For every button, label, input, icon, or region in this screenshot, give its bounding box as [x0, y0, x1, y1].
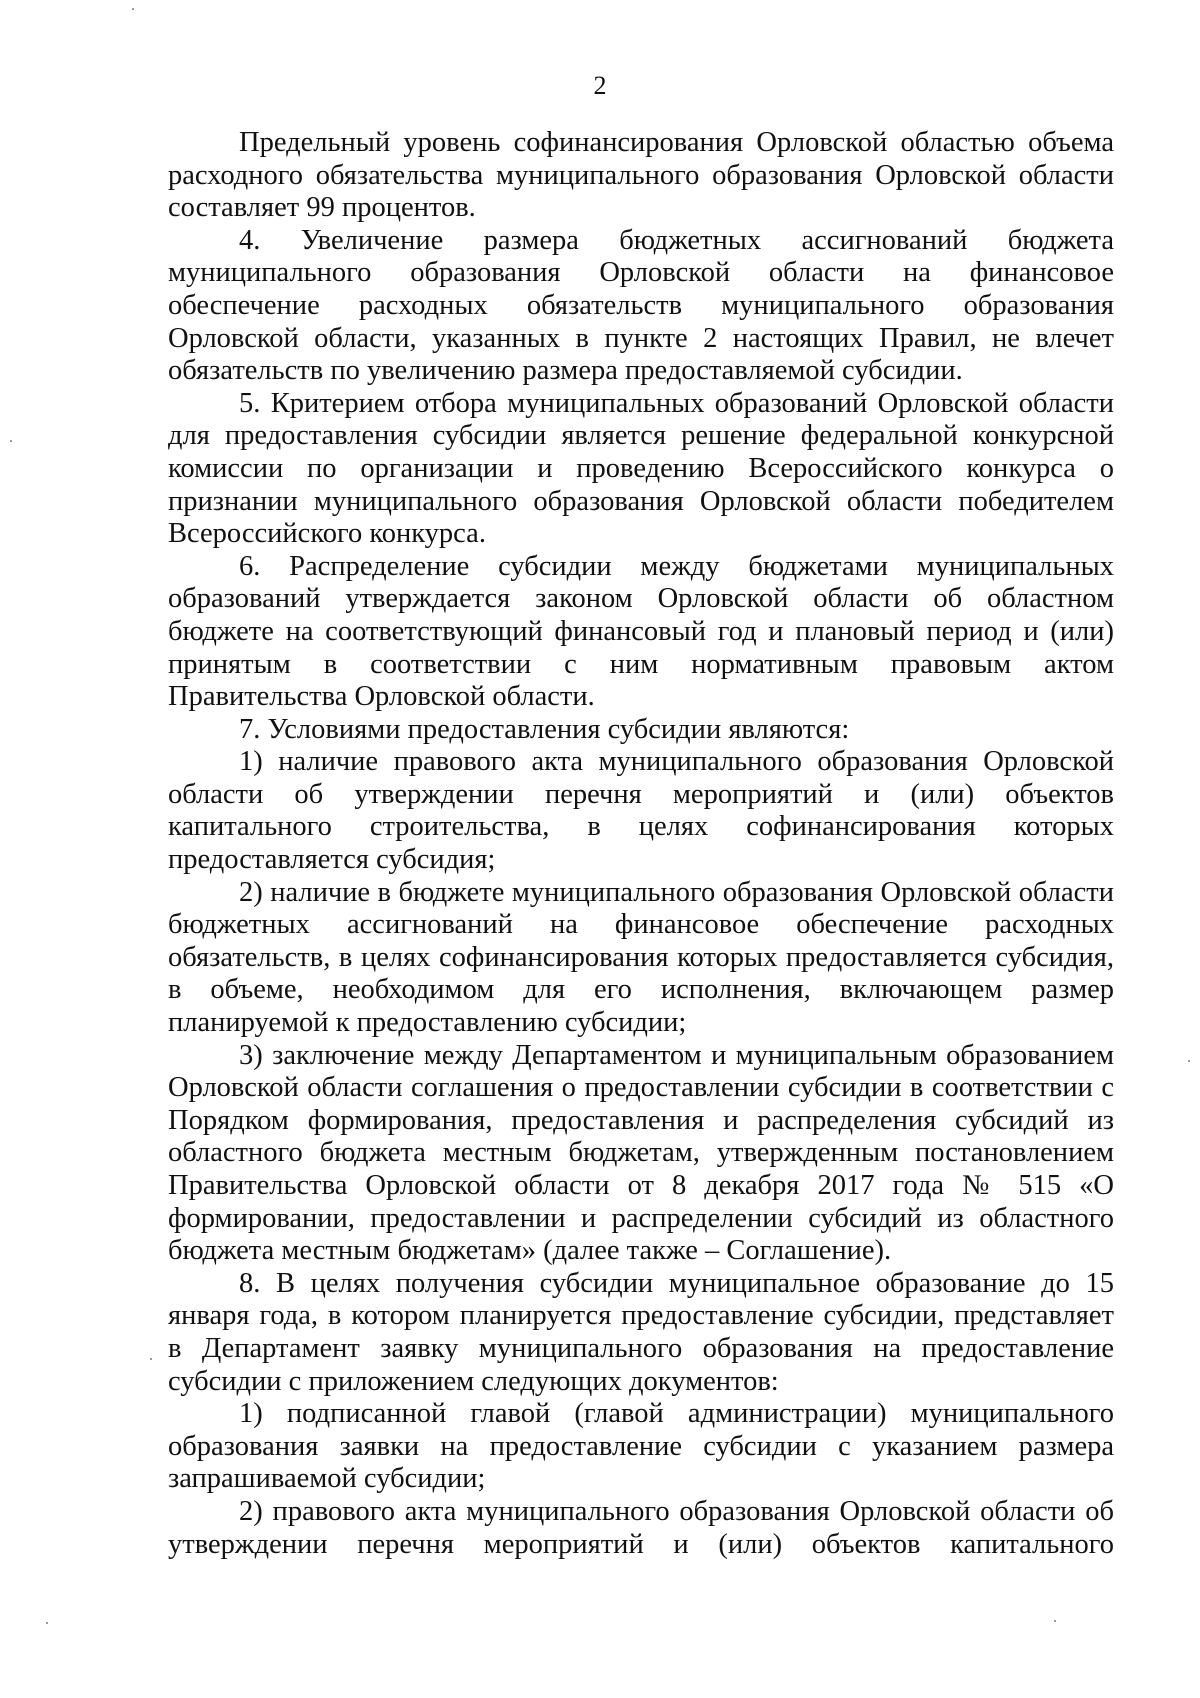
scan-speck	[46, 1622, 48, 1624]
paragraph-item-7-2: 2) наличие в бюджете муниципального образования Орловской области бюджетных ассигнований на финансовое обеспечение расходных обязательств, в целях софинансирования которых предоставляется субсидия, в объеме, необходимом для его исполнения, включающем размер планируемой к предоставлению субсидии;	[168, 876, 1114, 1039]
paragraph-item-6: 6. Распределение субсидии между бюджетами муниципальных образований утверждается законом Орловской области об областном бюджете на соответствующий финансовый год и плановый период и (или) принятым в соответствии с ним нормативным правовым актом Правительства Орловской области.	[168, 550, 1114, 713]
paragraph-item-8: 8. В целях получения субсидии муниципальное образование до 15 января года, в котором планируется предоставление субсидии, представляет в Департамент заявку муниципального образования на предоставление субсидии с приложением следующих документов:	[168, 1267, 1114, 1397]
paragraph-item-7: 7. Условиями предоставления субсидии являются:	[239, 713, 850, 745]
paragraph-item-7-1: 1) наличие правового акта муниципального образования Орловской области об утверждении перечня мероприятий и (или) объектов капитального строительства, в целях софинансирования которых предоставляется субсидия;	[168, 746, 1114, 876]
page-number: 2	[593, 71, 607, 100]
paragraph-item-5: 5. Критерием отбора муниципальных образований Орловской области для предоставления субсидии является решение федеральной конкурсной комиссии по организации и проведению Всероссийского конкурса о признании муниципального образования Орловской области победителем Всероссийского конкурса.	[168, 387, 1114, 550]
scan-speck	[10, 440, 12, 442]
scan-speck	[1188, 1060, 1190, 1062]
paragraph-item-7-3: 3) заключение между Департаментом и муниципальным образованием Орловской области соглашения о предоставлении субсидии в соответствии с Порядком формирования, предоставления и распределения субсидий из областного бюджета местным бюджетам, утвержденным постановлением Правительства Орловской области от 8 декабря 2017 года № 515 «О формировании, предоставлении и распределении субсидий из областного бюджета местным бюджетам» (далее также – Соглашение).	[168, 1039, 1114, 1267]
paragraph-cofinancing-level: Предельный уровень софинансирования Орловской областью объема расходного обязательства муниципального образования Орловской области составляет 99 процентов.	[168, 127, 1114, 224]
scan-speck	[132, 8, 134, 10]
paragraph-item-4: 4. Увеличение размера бюджетных ассигнований бюджета муниципального образования Орловской области на финансовое обеспечение расходных обязательств муниципального образования Орловской области, указанных в пункте 2 настоящих Правил, не влечет обязательств по увеличению размера предоставляемой субсидии.	[168, 224, 1114, 387]
scan-speck	[150, 1358, 152, 1360]
document-body	[168, 127, 1114, 1561]
paragraph-item-8-1: 1) подписанной главой (главой администрации) муниципального образования заявки на предоставление субсидии с указанием размера запрашиваемой субсидии;	[168, 1398, 1114, 1495]
scan-speck	[1054, 1620, 1056, 1622]
paragraph-item-8-2: 2) правового акта муниципального образования Орловской области об утверждении перечня мероприятий и (или) объектов капитального	[168, 1495, 1114, 1560]
